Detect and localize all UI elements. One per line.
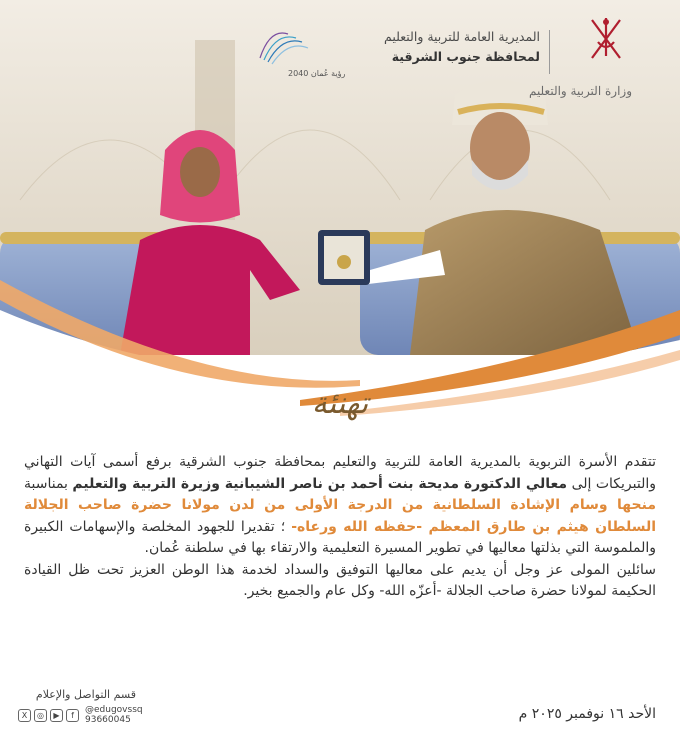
- social-links: [18, 705, 143, 725]
- award-description: منحها وسام الإشادة السلطانية من الدرجة الأولى من لدن مولانا حضرة صاحب الجلالة السلطان هيثم بن طارق المعظم -حفظه الله ورعاه-: [24, 497, 657, 535]
- message-occasion: بمناسبة: [24, 475, 68, 492]
- directorate-title: المديرية العامة للتربية والتعليم لمحافظة جنوب الشرقية: [384, 29, 540, 64]
- message-appreciation: ؛ تقديرا للجهود المخلصة والإسهامات الكبيرة والملموسة التي بذلتها معاليها في تطوير المسيرة التعليمية والارتقاء بها في سلطنة عُمان.: [24, 518, 656, 556]
- footer-contact: [18, 688, 143, 725]
- instagram-icon[interactable]: ◎: [34, 709, 47, 722]
- message-intro: تتقدم الأسرة التربوية بالمديرية العامة للتربية والتعليم بمحافظة جنوب الشرقية برفع أسمى آيات التهاني والتبريكات إلى: [24, 454, 657, 492]
- oman-vision-logo: [240, 22, 346, 82]
- greeting-title: تهنئة: [311, 386, 369, 421]
- post-date: الأحد ١٦ نوفمبر ٢٠٢٥ م: [518, 706, 656, 722]
- youtube-icon[interactable]: ▶: [50, 709, 63, 722]
- social-handle[interactable]: @edugovssq: [85, 705, 143, 715]
- x-icon[interactable]: X: [18, 709, 31, 722]
- header: [0, 0, 680, 100]
- phone-number: 93660045: [85, 715, 131, 725]
- message-closing: سائلين المولى عز وجل أن يديم على معاليها التوفيق والسداد لخدمة هذا الوطن العزيز تحت ظل القيادة الحكيمة لمولانا حضرة صاحب الجلالة -أعزّه الله- وكل عام والجميع بخير.: [24, 561, 656, 599]
- contact-info: [85, 705, 143, 725]
- minister-name: معالي الدكتورة مديحة بنت أحمد بن ناصر الشيبانية وزيرة التربية والتعليم: [72, 475, 568, 492]
- department-name: قسم التواصل والإعلام: [35, 688, 136, 701]
- congratulation-message: [24, 452, 656, 603]
- facebook-icon[interactable]: f: [66, 709, 79, 722]
- header-divider: [549, 30, 550, 74]
- svg-text:رؤية عُمان 2040: رؤية عُمان 2040: [288, 69, 346, 78]
- ministry-name: وزارة التربية والتعليم: [528, 84, 632, 98]
- oman-emblem-icon: [586, 12, 626, 72]
